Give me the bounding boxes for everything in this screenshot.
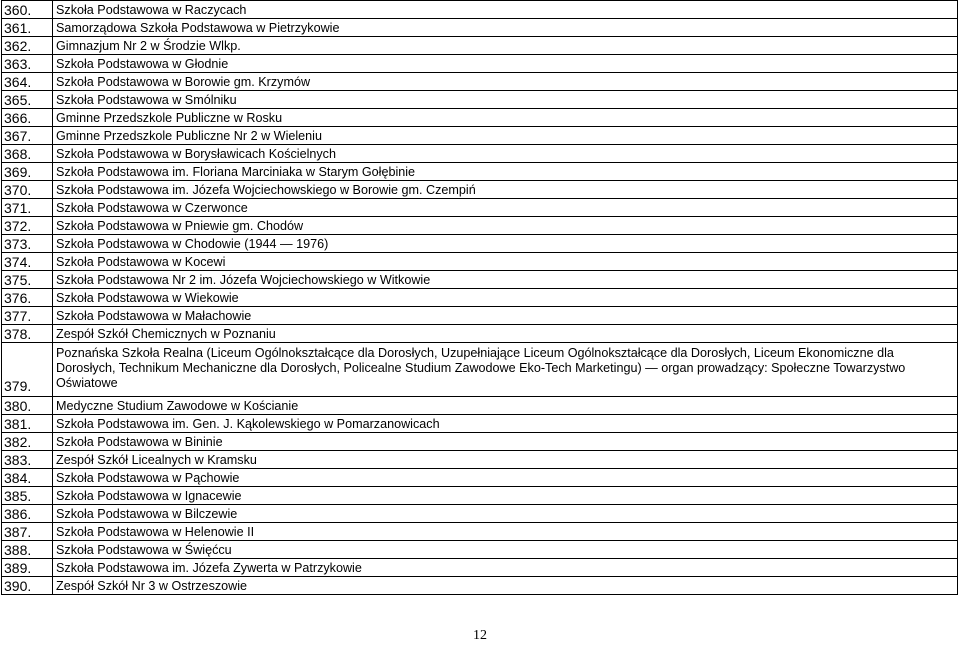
school-name: Szkoła Podstawowa w Pniewie gm. Chodów [53, 217, 958, 235]
table-row [2, 307, 958, 325]
table-row [2, 163, 958, 181]
row-number: 374. [2, 253, 53, 271]
school-name: Szkoła Podstawowa im. Józefa Wojciechowskiego w Borowie gm. Czempiń [53, 181, 958, 199]
school-name: Szkoła Podstawowa w Kocewi [53, 253, 958, 271]
table-row [2, 199, 958, 217]
table-row [2, 289, 958, 307]
row-number: 375. [2, 271, 53, 289]
page-number: 12 [473, 628, 487, 643]
row-number: 380. [2, 397, 53, 415]
row-number: 361. [2, 19, 53, 37]
row-number: 367. [2, 127, 53, 145]
row-number: 364. [2, 73, 53, 91]
table-row [2, 343, 958, 397]
school-name: Gminne Przedszkole Publiczne Nr 2 w Wieleniu [53, 127, 958, 145]
row-number: 387. [2, 523, 53, 541]
table-row [2, 325, 958, 343]
school-name: Szkoła Podstawowa w Borysławicach Kościelnych [53, 145, 958, 163]
row-number: 379. [2, 343, 53, 397]
school-name: Szkoła Podstawowa w Chodowie (1944 — 1976) [53, 235, 958, 253]
row-number: 371. [2, 199, 53, 217]
school-name: Szkoła Podstawowa w Helenowie II [53, 523, 958, 541]
table-row [2, 253, 958, 271]
table-row [2, 235, 958, 253]
row-number: 360. [2, 1, 53, 19]
table-row [2, 109, 958, 127]
table-row [2, 469, 958, 487]
table-row [2, 487, 958, 505]
table-row [2, 505, 958, 523]
school-name: Poznańska Szkoła Realna (Liceum Ogólnokształcące dla Dorosłych, Uzupełniające Liceum Ogólnokształcące dla Dorosłych, Liceum Ekonomiczne dla Dorosłych, Technikum Mechaniczne dla Dorosłych, Policealne Studium Zawodowe Eko-Tech Marketingu) — organ prowadzący: Społeczne Towarzystwo Oświatowe [53, 343, 958, 397]
school-name: Gminne Przedszkole Publiczne w Rosku [53, 109, 958, 127]
table-row [2, 91, 958, 109]
school-name: Szkoła Podstawowa w Smólniku [53, 91, 958, 109]
table-row [2, 415, 958, 433]
school-name: Szkoła Podstawowa w Małachowie [53, 307, 958, 325]
row-number: 385. [2, 487, 53, 505]
row-number: 386. [2, 505, 53, 523]
school-list-table [1, 0, 958, 595]
row-number: 366. [2, 109, 53, 127]
row-number: 377. [2, 307, 53, 325]
table-row [2, 145, 958, 163]
school-name: Szkoła Podstawowa w Bilczewie [53, 505, 958, 523]
table-row [2, 55, 958, 73]
table-row [2, 541, 958, 559]
table-row [2, 73, 958, 91]
school-name: Szkoła Podstawowa im. Józefa Zywerta w Patrzykowie [53, 559, 958, 577]
table-row [2, 559, 958, 577]
school-name: Szkoła Podstawowa Nr 2 im. Józefa Wojciechowskiego w Witkowie [53, 271, 958, 289]
table-row [2, 19, 958, 37]
school-name: Szkoła Podstawowa im. Gen. J. Kąkolewskiego w Pomarzanowicach [53, 415, 958, 433]
row-number: 368. [2, 145, 53, 163]
school-name: Szkoła Podstawowa w Bininie [53, 433, 958, 451]
row-number: 381. [2, 415, 53, 433]
row-number: 373. [2, 235, 53, 253]
row-number: 376. [2, 289, 53, 307]
table-row [2, 217, 958, 235]
row-number: 363. [2, 55, 53, 73]
table-row [2, 523, 958, 541]
school-name: Medyczne Studium Zawodowe w Kościanie [53, 397, 958, 415]
school-name: Szkoła Podstawowa w Pąchowie [53, 469, 958, 487]
row-number: 362. [2, 37, 53, 55]
table-row [2, 451, 958, 469]
table-row [2, 271, 958, 289]
school-name: Szkoła Podstawowa w Głodnie [53, 55, 958, 73]
row-number: 389. [2, 559, 53, 577]
school-name: Gimnazjum Nr 2 w Środzie Wlkp. [53, 37, 958, 55]
school-name: Szkoła Podstawowa w Borowie gm. Krzymów [53, 73, 958, 91]
row-number: 388. [2, 541, 53, 559]
school-name: Zespół Szkół Chemicznych w Poznaniu [53, 325, 958, 343]
school-name: Szkoła Podstawowa w Czerwonce [53, 199, 958, 217]
row-number: 390. [2, 577, 53, 595]
table-row [2, 1, 958, 19]
school-name: Szkoła Podstawowa w Święćcu [53, 541, 958, 559]
school-name: Samorządowa Szkoła Podstawowa w Pietrzykowie [53, 19, 958, 37]
row-number: 372. [2, 217, 53, 235]
school-name: Szkoła Podstawowa w Raczycach [53, 1, 958, 19]
school-name: Zespół Szkół Licealnych w Kramsku [53, 451, 958, 469]
row-number: 369. [2, 163, 53, 181]
table-row [2, 433, 958, 451]
table-row [2, 577, 958, 595]
school-name: Zespół Szkół Nr 3 w Ostrzeszowie [53, 577, 958, 595]
table-row [2, 397, 958, 415]
table-row [2, 37, 958, 55]
school-name: Szkoła Podstawowa w Ignacewie [53, 487, 958, 505]
table-row [2, 181, 958, 199]
school-name: Szkoła Podstawowa im. Floriana Marciniaka w Starym Gołębinie [53, 163, 958, 181]
table-row [2, 127, 958, 145]
school-name: Szkoła Podstawowa w Wiekowie [53, 289, 958, 307]
row-number: 383. [2, 451, 53, 469]
row-number: 378. [2, 325, 53, 343]
row-number: 382. [2, 433, 53, 451]
row-number: 384. [2, 469, 53, 487]
row-number: 365. [2, 91, 53, 109]
row-number: 370. [2, 181, 53, 199]
